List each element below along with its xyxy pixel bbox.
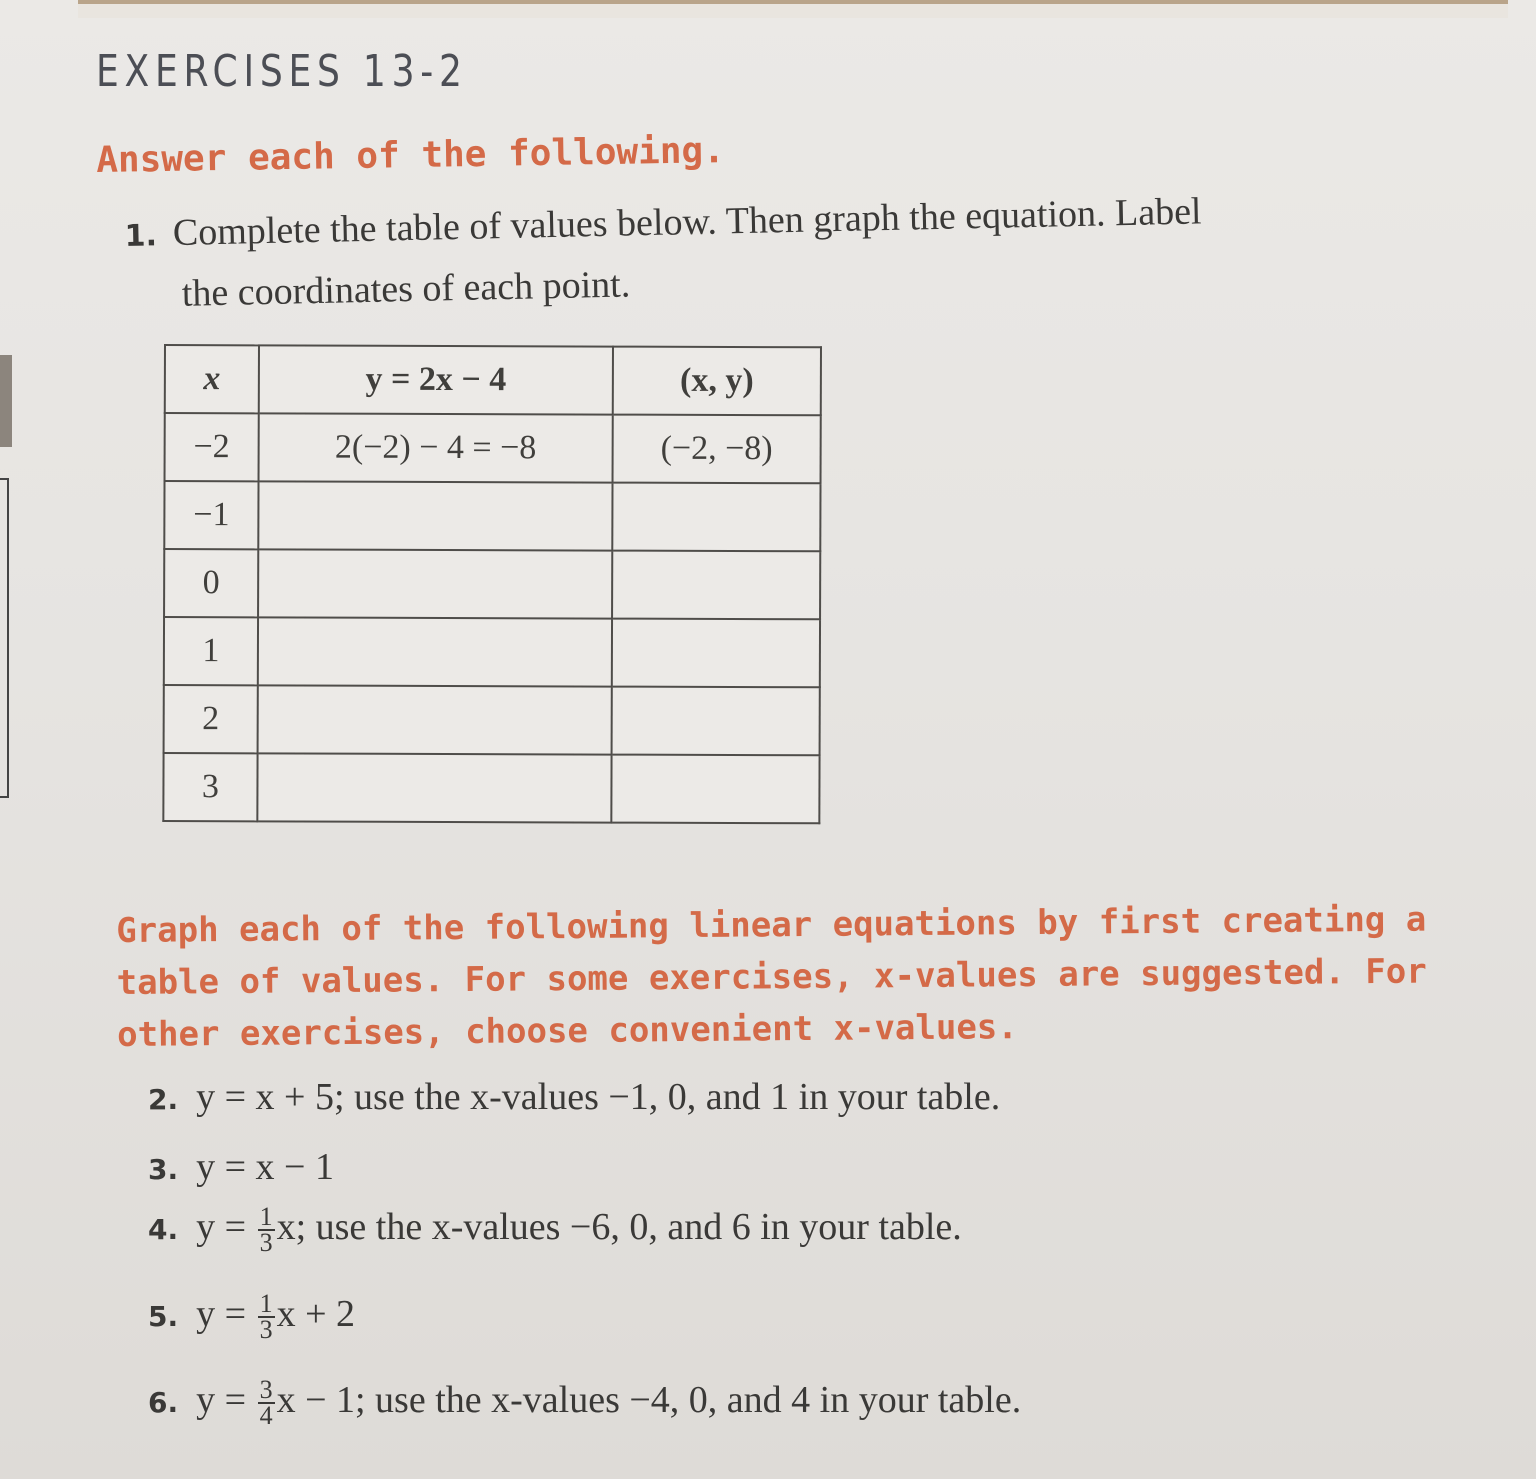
table-row — [164, 685, 820, 755]
exercise-number: 6. — [148, 1386, 179, 1419]
table-row — [164, 481, 820, 551]
exercise-4 — [148, 1202, 962, 1258]
table-of-values — [162, 344, 822, 824]
cell-y — [258, 617, 612, 686]
exercise-5 — [148, 1289, 355, 1345]
table-row — [163, 753, 819, 823]
margin-tab — [0, 355, 12, 447]
cell-x: −1 — [164, 481, 258, 549]
fraction-denominator: 4 — [259, 1401, 273, 1431]
cell-y — [258, 549, 612, 618]
fraction — [258, 1202, 275, 1258]
header-equation: y = 2x − 4 — [259, 345, 613, 414]
cell-point: (−2, −8) — [613, 415, 821, 484]
exercise-lhs: y = — [196, 1379, 247, 1421]
exercise-1-text: Complete the table of values below. Then graph the equation. Label — [172, 190, 1202, 254]
cell-x: 3 — [163, 753, 257, 821]
cell-x: −2 — [165, 413, 259, 481]
fraction-denominator: 3 — [259, 1228, 273, 1258]
exercise-1-line-2: the coordinates of each point. — [181, 263, 631, 315]
table-row — [165, 413, 821, 483]
section-heading: EXERCISES 13-2 — [96, 46, 468, 97]
exercise-lhs: y = — [196, 1293, 247, 1335]
table-header-row — [165, 345, 821, 415]
instruction-answer: Answer each of the following. — [96, 130, 726, 181]
instruction-graph: Graph each of the following linear equations by first creating a table of values. For some exercises, x-values are suggested. For other exercises, choose convenient x-values. — [116, 899, 1427, 1055]
cell-point — [611, 755, 819, 824]
cell-y — [258, 685, 612, 754]
cell-x: 0 — [164, 549, 258, 617]
exercise-number: 2. — [148, 1083, 179, 1116]
cell-point — [612, 687, 820, 756]
exercise-text: y = x + 5; use the x-values −1, 0, and 1 in your table. — [196, 1076, 1001, 1118]
fraction-numerator: 1 — [259, 1289, 273, 1319]
fraction-numerator: 1 — [259, 1202, 273, 1232]
cell-point — [612, 551, 820, 620]
header-coordinates: (x, y) — [613, 347, 821, 416]
table-row — [164, 549, 820, 619]
exercise-rhs: x; use the x-values −6, 0, and 6 in your table. — [276, 1206, 962, 1248]
exercise-rhs: x − 1; use the x-values −4, 0, and 4 in your table. — [276, 1379, 1022, 1421]
fraction-numerator: 3 — [259, 1375, 273, 1405]
cell-y — [258, 481, 612, 550]
fraction-denominator: 3 — [259, 1315, 273, 1345]
exercise-6 — [148, 1375, 1022, 1431]
exercise-rhs: x + 2 — [276, 1293, 355, 1335]
cell-y: 2(−2) − 4 = −8 — [259, 413, 613, 482]
cell-x: 2 — [164, 685, 258, 753]
top-rule — [78, 0, 1508, 18]
cell-point — [612, 619, 820, 688]
exercise-number: 4. — [148, 1213, 179, 1246]
exercise-3 — [148, 1145, 334, 1189]
exercise-number: 5. — [148, 1300, 179, 1333]
fraction — [258, 1289, 275, 1345]
fraction — [258, 1375, 275, 1431]
cell-x: 1 — [164, 617, 258, 685]
cell-y — [257, 753, 611, 822]
exercise-2 — [148, 1075, 1000, 1119]
exercise-lhs: y = — [196, 1206, 247, 1248]
exercise-number: 3. — [148, 1153, 179, 1186]
exercise-text: y = x − 1 — [196, 1146, 334, 1188]
header-x: x — [165, 345, 259, 413]
cell-point — [612, 483, 820, 552]
table-row — [164, 617, 820, 687]
exercise-1 — [124, 177, 1456, 324]
margin-bracket — [0, 478, 9, 798]
exercise-number: 1. — [124, 218, 158, 254]
